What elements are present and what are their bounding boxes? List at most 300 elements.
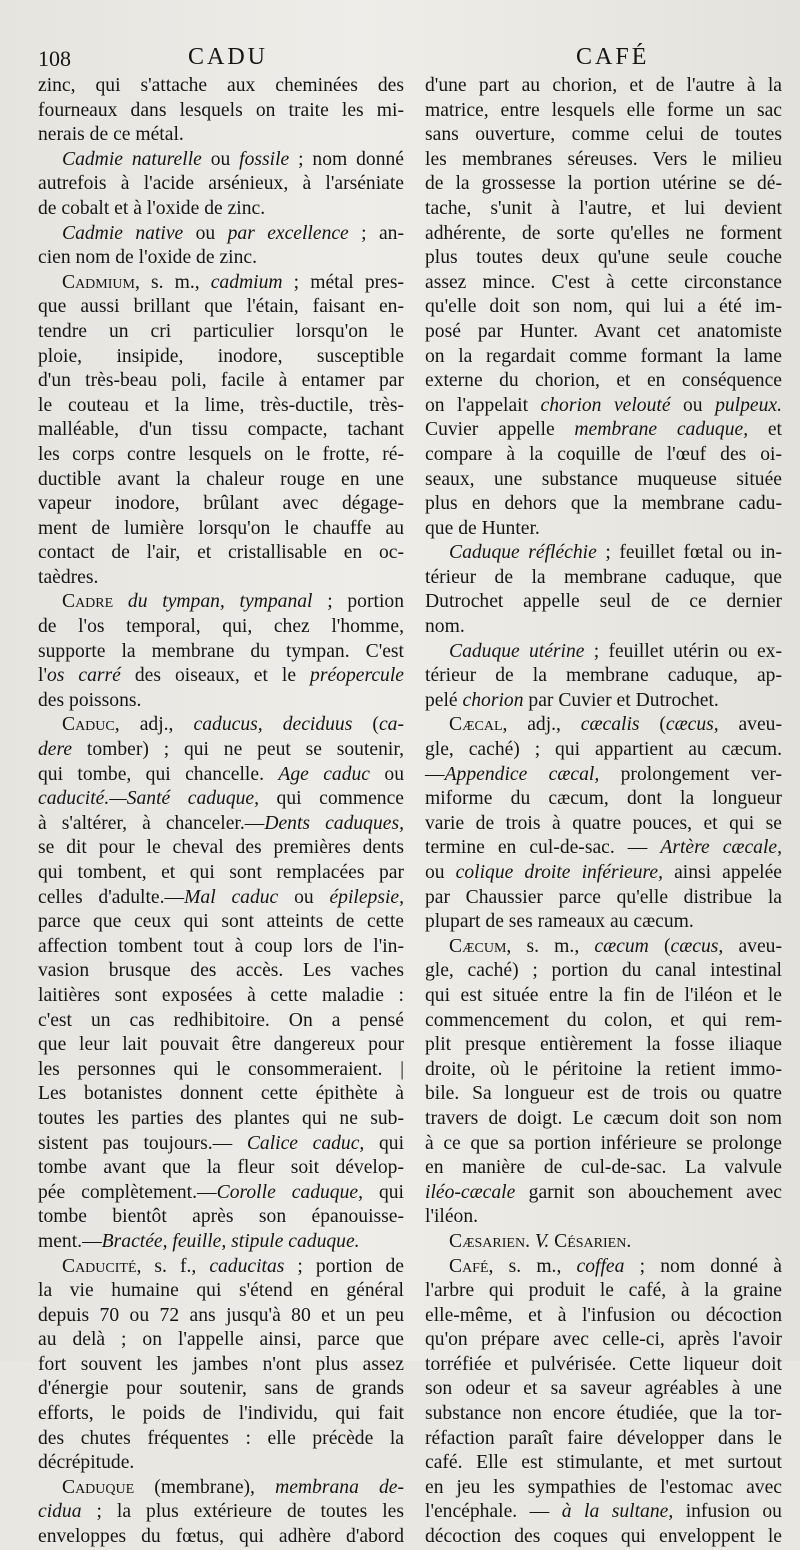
text-line bbox=[38, 1476, 404, 1501]
text-run: . bbox=[525, 1230, 535, 1252]
italic-term: Age caduc bbox=[278, 763, 371, 785]
italic-term: cæcum bbox=[594, 935, 649, 957]
entry-headword: Cadmium bbox=[62, 271, 135, 293]
text-line bbox=[38, 787, 404, 812]
text-line bbox=[38, 812, 404, 837]
text-run: zinc, qui s'attache aux cheminées des bbox=[38, 75, 404, 96]
text-run: sistent pas toujours.— bbox=[38, 1132, 247, 1154]
italic-term: chorion bbox=[462, 689, 524, 711]
text-line bbox=[38, 590, 404, 615]
italic-term: os carré bbox=[46, 665, 121, 687]
italic-term: fossile bbox=[239, 148, 290, 170]
italic-term: Appendice cæcal, bbox=[444, 763, 600, 785]
text-line bbox=[425, 99, 782, 124]
text-run: , s. f., bbox=[136, 1255, 210, 1277]
entry-headword: Césarien bbox=[554, 1230, 627, 1252]
text-line bbox=[425, 271, 782, 296]
running-head-left: CADU bbox=[188, 44, 269, 70]
text-run: en manière de cul-de-sac. La valvule bbox=[425, 1157, 782, 1179]
page-number: 108 bbox=[38, 46, 71, 71]
text-line bbox=[425, 640, 782, 665]
text-line bbox=[38, 1377, 404, 1402]
text-run: , s. m., bbox=[134, 271, 211, 293]
text-line bbox=[38, 320, 404, 345]
text-line bbox=[425, 1082, 782, 1107]
entry-headword: Cadre bbox=[62, 591, 114, 613]
entry-headword: Cæcal bbox=[449, 714, 503, 736]
text-line bbox=[425, 1525, 782, 1550]
text-line bbox=[38, 1304, 404, 1329]
text-line bbox=[38, 517, 404, 542]
italic-term: à la sultane, bbox=[561, 1501, 674, 1523]
text-run: ou bbox=[670, 394, 716, 416]
text-line bbox=[425, 1058, 782, 1083]
text-line bbox=[38, 443, 404, 468]
entry-headword: Caduque bbox=[62, 1476, 135, 1498]
italic-term: Caduque utérine bbox=[449, 640, 585, 662]
text-line bbox=[425, 1500, 782, 1525]
text-run: elle-même, et à l'infusion ou décoction bbox=[425, 1304, 782, 1326]
italic-term: Calice caduc, bbox=[246, 1132, 365, 1154]
text-run: d'un très-beau poli, facile à entamer par bbox=[38, 370, 404, 392]
text-line bbox=[425, 222, 782, 247]
text-line bbox=[425, 1181, 782, 1206]
text-run: la vie humaine qui s'étend en général bbox=[38, 1280, 404, 1302]
text-run: supporte la membrane du tympan. C'est bbox=[38, 640, 404, 662]
italic-term: caducitas bbox=[209, 1255, 285, 1277]
text-line bbox=[38, 1033, 404, 1058]
text-run: térieur de la membrane caduque, ap- bbox=[425, 665, 782, 687]
text-line bbox=[425, 246, 782, 271]
text-line bbox=[425, 74, 782, 99]
italic-term: du tympan, tympanal bbox=[127, 591, 313, 613]
italic-term: Bractée, feuille, stipule caduque. bbox=[101, 1230, 360, 1252]
text-line bbox=[38, 123, 404, 148]
italic-term: Cadmie native bbox=[62, 222, 184, 244]
text-run: plupart de ses rameaux au cæcum. bbox=[425, 911, 694, 933]
text-line bbox=[38, 1402, 404, 1427]
italic-term: caducus, deciduus bbox=[193, 714, 353, 736]
text-line bbox=[38, 713, 404, 738]
text-run: varie de trois à quatre pouces, et qui se bbox=[425, 812, 782, 834]
text-run: gle, caché) ; qui appartient au cæcum. bbox=[425, 739, 782, 761]
text-run: taèdres. bbox=[38, 566, 99, 588]
text-line bbox=[38, 959, 404, 984]
text-line bbox=[38, 763, 404, 788]
text-run: des chutes fréquentes : elle précède la bbox=[38, 1427, 404, 1449]
text-line bbox=[38, 1328, 404, 1353]
text-run: travers de doigt. Le cæcum doit son nom bbox=[425, 1107, 782, 1129]
text-line bbox=[38, 1279, 404, 1304]
text-line bbox=[425, 664, 782, 689]
text-run: qui bbox=[363, 1181, 404, 1203]
text-run: qu'on prépare avec celle-ci, après l'avoir bbox=[425, 1329, 782, 1351]
text-line bbox=[425, 713, 782, 738]
text-line bbox=[38, 664, 404, 689]
text-run: par Cuvier et Dutrochet. bbox=[523, 689, 719, 711]
text-line bbox=[38, 615, 404, 640]
text-line bbox=[38, 1058, 404, 1083]
italic-term: préopercule bbox=[310, 665, 404, 687]
text-line bbox=[38, 1082, 404, 1107]
text-run: ou bbox=[370, 763, 404, 785]
text-run: , adj., bbox=[502, 714, 581, 736]
italic-term: cadmium bbox=[210, 271, 283, 293]
text-line bbox=[425, 148, 782, 173]
text-run: infusion ou bbox=[673, 1501, 782, 1523]
text-run: que aussi brillant que l'étain, faisant en- bbox=[38, 296, 404, 318]
entry-headword: Caducité bbox=[62, 1255, 137, 1277]
text-line bbox=[425, 123, 782, 148]
text-line bbox=[38, 394, 404, 419]
text-line bbox=[425, 1205, 782, 1230]
left-column bbox=[38, 74, 404, 1550]
text-line bbox=[425, 1304, 782, 1329]
text-run: , s. m., bbox=[506, 935, 595, 957]
text-run: plus toutes deux qu'une seule couche bbox=[425, 247, 782, 269]
italic-term: Artère cæcale, bbox=[660, 837, 782, 859]
text-run: miforme du cæcum, dont la longueur bbox=[425, 788, 782, 810]
text-run: ; la plus extérieure de toutes les bbox=[81, 1501, 404, 1523]
entry-headword: Cæcum bbox=[449, 935, 507, 957]
entry-headword: Caduc bbox=[62, 714, 115, 736]
text-run: nom. bbox=[425, 616, 465, 638]
text-run: cien nom de l'oxide de zinc. bbox=[38, 247, 257, 269]
text-run: termine en cul-de-sac. — bbox=[425, 837, 661, 859]
text-run bbox=[113, 591, 128, 612]
text-run: ; an- bbox=[348, 222, 404, 244]
text-run: ( bbox=[648, 935, 671, 957]
text-line bbox=[425, 443, 782, 468]
text-run: compare à la coquille de l'œuf des oi- bbox=[425, 443, 782, 465]
text-run: aveu- bbox=[723, 935, 782, 957]
text-line bbox=[425, 320, 782, 345]
text-run: parce que ceux qui sont atteints de cette bbox=[38, 911, 404, 933]
text-run: décrépitude. bbox=[38, 1452, 135, 1474]
text-line bbox=[425, 935, 782, 960]
text-line bbox=[38, 345, 404, 370]
text-line bbox=[38, 148, 404, 173]
text-line bbox=[38, 886, 404, 911]
text-run: tendre un cri particulier lorsqu'on le bbox=[38, 320, 404, 342]
text-run: d'une part au chorion, et de l'autre à la bbox=[425, 75, 782, 96]
text-run: matrice, entre lesquels elle forme un sac bbox=[425, 99, 782, 121]
text-run: réfaction paraît faire développer dans le bbox=[425, 1427, 782, 1449]
text-run: qui commence bbox=[259, 788, 404, 810]
text-run: celles d'adulte.— bbox=[38, 886, 185, 908]
text-line bbox=[38, 1132, 404, 1157]
text-line bbox=[38, 1009, 404, 1034]
text-run: fourneaux dans lesquels on traite les mi- bbox=[38, 99, 404, 121]
entry-headword: Café bbox=[449, 1255, 489, 1277]
italic-term: Dents caduques, bbox=[264, 812, 405, 834]
text-run: sans ouverture, comme celui de toutes bbox=[425, 124, 782, 146]
text-run: en jeu les sympathies de l'estomac avec bbox=[425, 1476, 782, 1498]
text-line bbox=[425, 812, 782, 837]
text-line bbox=[38, 1205, 404, 1230]
page-header bbox=[38, 44, 784, 74]
text-line bbox=[38, 1107, 404, 1132]
italic-term: épilepsie, bbox=[329, 886, 405, 908]
text-run: de l'os temporal, qui, chez l'homme, bbox=[38, 616, 404, 638]
italic-term: membrana de- bbox=[275, 1476, 405, 1498]
text-run: bile. Sa longueur est de trois ou quatre bbox=[425, 1083, 782, 1105]
text-line bbox=[425, 1156, 782, 1181]
text-run: garnit son abouchement avec bbox=[515, 1181, 782, 1203]
text-line bbox=[38, 1427, 404, 1452]
italic-term: iléo-cæcale bbox=[425, 1181, 516, 1203]
text-run: de la grossesse la portion utérine se dé- bbox=[425, 173, 782, 195]
text-line bbox=[425, 1132, 782, 1157]
italic-term: Corolle caduque, bbox=[216, 1181, 363, 1203]
text-line bbox=[425, 468, 782, 493]
text-run: c'est un cas redhibitoire. On a pensé bbox=[38, 1009, 404, 1031]
text-line bbox=[425, 984, 782, 1009]
text-line bbox=[425, 1279, 782, 1304]
text-line bbox=[425, 1402, 782, 1427]
text-line bbox=[425, 492, 782, 517]
text-run: ou bbox=[183, 222, 228, 244]
text-line bbox=[38, 1451, 404, 1476]
text-run: ; nom donné bbox=[289, 148, 405, 170]
text-line bbox=[38, 99, 404, 124]
right-column bbox=[425, 74, 782, 1550]
text-run: le couteau et la lime, très-ductile, très- bbox=[38, 394, 404, 416]
text-line bbox=[425, 369, 782, 394]
text-line bbox=[38, 1230, 404, 1255]
text-line bbox=[425, 910, 782, 935]
text-line bbox=[38, 1156, 404, 1181]
text-run: ( bbox=[639, 714, 666, 736]
text-line bbox=[38, 1181, 404, 1206]
text-run: Les botanistes donnent cette épithète à bbox=[38, 1083, 404, 1105]
text-run: ment.— bbox=[38, 1230, 102, 1252]
text-line bbox=[425, 1033, 782, 1058]
italic-term: Cadmie naturelle bbox=[62, 148, 202, 170]
text-run: laitières sont exposées à cette maladie : bbox=[38, 984, 404, 1006]
italic-term: pulpeux. bbox=[715, 394, 782, 416]
text-line bbox=[425, 517, 782, 542]
text-line bbox=[38, 1500, 404, 1525]
text-line bbox=[425, 1476, 782, 1501]
text-run: tache, s'unit à l'autre, et lui devient bbox=[425, 197, 782, 219]
text-line bbox=[38, 1525, 404, 1550]
text-run: tomber) ; qui ne peut se soutenir, bbox=[72, 739, 404, 761]
text-run: fort souvent les jambes n'ont plus assez bbox=[38, 1353, 404, 1375]
text-line bbox=[425, 1230, 782, 1255]
text-line bbox=[38, 222, 404, 247]
text-run: efforts, le poids de l'individu, qui fait bbox=[38, 1403, 404, 1425]
text-line bbox=[425, 1353, 782, 1378]
text-run: tombe bientôt après son épanouisse- bbox=[38, 1206, 404, 1228]
text-run: contact de l'air, et cristallisable en oc- bbox=[38, 542, 404, 564]
text-run: térieur de la membrane caduque, que bbox=[425, 566, 782, 588]
text-line bbox=[38, 74, 404, 99]
text-line bbox=[425, 566, 782, 591]
text-line bbox=[38, 418, 404, 443]
text-line bbox=[38, 369, 404, 394]
text-run: l'encéphale. — bbox=[425, 1501, 562, 1523]
text-run: commencement du colon, et qui rem- bbox=[425, 1009, 782, 1031]
text-line bbox=[425, 689, 782, 714]
text-run: des oiseaux, et le bbox=[120, 665, 311, 687]
text-line bbox=[425, 787, 782, 812]
running-head-right: CAFÉ bbox=[576, 44, 650, 70]
text-run: tombe avant que la fleur soit dévelop- bbox=[38, 1157, 404, 1179]
text-line bbox=[425, 1451, 782, 1476]
italic-term: Caduque réfléchie bbox=[449, 542, 597, 564]
text-line bbox=[425, 1427, 782, 1452]
text-run: d'énergie pour soutenir, sans de grands bbox=[38, 1378, 404, 1400]
text-run: Dutrochet appelle seul de ce dernier bbox=[425, 591, 782, 613]
text-run: posé par Hunter. Avant cet anatomiste bbox=[425, 320, 782, 342]
text-run: pelé bbox=[425, 689, 463, 711]
text-run: café. Elle est stimulante, et met surtout bbox=[425, 1452, 782, 1474]
text-run: son odeur et sa saveur agréables à une bbox=[425, 1378, 782, 1400]
text-run: on la regardait comme formant la lame bbox=[425, 345, 782, 367]
text-run: ; feuillet fœtal ou in- bbox=[596, 542, 782, 564]
text-run: des poissons. bbox=[38, 689, 142, 711]
text-line bbox=[425, 886, 782, 911]
text-line bbox=[425, 295, 782, 320]
italic-term: Mal caduc bbox=[184, 886, 279, 908]
text-run: l'arbre qui produit le café, à la graine bbox=[425, 1280, 782, 1302]
text-run: toutes les parties des plantes qui ne sub- bbox=[38, 1107, 404, 1129]
text-line bbox=[425, 738, 782, 763]
text-run: — bbox=[425, 763, 445, 785]
text-run: les corps contre lesquels on le frotte, ré- bbox=[38, 443, 404, 465]
text-run: vasion brusque des accès. Les vaches bbox=[38, 960, 404, 982]
text-run: à ce que sa portion inférieure se prolonge bbox=[425, 1132, 782, 1154]
italic-term: par excellence bbox=[227, 222, 349, 244]
text-line bbox=[38, 935, 404, 960]
text-run: que leur lait pouvait être dangereux pour bbox=[38, 1034, 404, 1056]
italic-term: V. bbox=[534, 1230, 550, 1252]
text-line bbox=[38, 689, 404, 714]
text-line bbox=[425, 1377, 782, 1402]
italic-term: chorion velouté bbox=[540, 394, 671, 416]
text-line bbox=[38, 197, 404, 222]
italic-term: cæcus, bbox=[670, 935, 724, 957]
text-line bbox=[425, 541, 782, 566]
text-run: ploie, insipide, inodore, susceptible bbox=[38, 345, 404, 367]
text-run: qui est située entre la fin de l'iléon et le bbox=[425, 984, 782, 1006]
italic-term: coffea bbox=[576, 1255, 625, 1277]
text-run: torréfiée et pulvérisée. Cette liqueur doit bbox=[425, 1353, 782, 1375]
entry-headword: Cæsarien bbox=[449, 1230, 526, 1252]
text-line bbox=[38, 246, 404, 271]
text-run: assez mince. C'est à cette circonstance bbox=[425, 271, 782, 293]
text-run: gle, caché) ; portion du canal intestinal bbox=[425, 960, 782, 982]
text-run: qui tombe, qui chancelle. bbox=[38, 763, 279, 785]
text-line bbox=[425, 197, 782, 222]
text-run: affection tombent tout à coup lors de l'in- bbox=[38, 935, 404, 957]
text-line bbox=[38, 172, 404, 197]
text-line bbox=[38, 738, 404, 763]
text-run: plit presque entièrement la fosse iliaque bbox=[425, 1034, 782, 1056]
text-run: ; portion de bbox=[284, 1255, 404, 1277]
text-run: substance non encore étudiée, que la tor- bbox=[425, 1403, 782, 1425]
text-line bbox=[425, 345, 782, 370]
text-run: depuis 70 ou 72 ans jusqu'à 80 et un peu bbox=[38, 1304, 404, 1326]
text-line bbox=[38, 541, 404, 566]
text-run: ment de lumière lorsqu'on le chauffe au bbox=[38, 517, 404, 539]
text-run: adhérente, de sorte qu'elles ne forment bbox=[425, 222, 782, 244]
italic-term: cæcalis bbox=[580, 714, 640, 736]
italic-term: ca- bbox=[378, 714, 404, 736]
text-line bbox=[425, 1328, 782, 1353]
text-line bbox=[38, 640, 404, 665]
text-run: on l'appelait bbox=[425, 394, 541, 416]
text-line bbox=[425, 836, 782, 861]
text-run: qui tombent, et qui sont remplacées par bbox=[38, 862, 404, 883]
text-run: plus en dehors que la membrane cadu- bbox=[425, 493, 782, 515]
text-line bbox=[38, 295, 404, 320]
text-run: Cuvier appelle bbox=[425, 419, 575, 441]
text-run: prolongement ver- bbox=[599, 763, 782, 785]
text-line bbox=[38, 468, 404, 493]
text-line bbox=[425, 418, 782, 443]
text-line bbox=[425, 1107, 782, 1132]
text-run: par Chaussier parce qu'elle distribue la bbox=[425, 886, 782, 908]
text-run: ou bbox=[278, 886, 330, 908]
text-run: à s'altérer, à chanceler.— bbox=[38, 812, 265, 834]
text-run: enveloppes du fœtus, qui adhère d'abord bbox=[38, 1526, 404, 1548]
text-line bbox=[425, 763, 782, 788]
text-run: ; nom donné à bbox=[624, 1255, 783, 1277]
text-run: ( bbox=[352, 714, 379, 736]
text-run: qui bbox=[364, 1132, 405, 1154]
text-line bbox=[425, 959, 782, 984]
text-run: droite, où le péritoine la retient immo- bbox=[425, 1058, 782, 1080]
text-line bbox=[38, 566, 404, 591]
text-run: l' bbox=[38, 665, 47, 687]
text-run: malléable, d'un tissu compacte, tachant bbox=[38, 419, 404, 441]
text-line bbox=[425, 1255, 782, 1280]
text-run: l'iléon. bbox=[425, 1206, 479, 1228]
text-line bbox=[425, 1009, 782, 1034]
text-run: pée complètement.— bbox=[38, 1181, 217, 1203]
text-line bbox=[38, 984, 404, 1009]
italic-term: cidua bbox=[38, 1501, 82, 1523]
text-line bbox=[38, 861, 404, 886]
text-line bbox=[38, 271, 404, 296]
text-run: ainsi appelée bbox=[663, 862, 782, 883]
text-run: ; métal pres- bbox=[282, 271, 404, 293]
text-line bbox=[38, 492, 404, 517]
text-run: (membrane), bbox=[134, 1476, 276, 1498]
text-run: les membranes séreuses. Vers le milieu bbox=[425, 148, 782, 170]
text-run: externe du chorion, et en conséquence bbox=[425, 370, 782, 392]
text-run: ductible avant la chaleur rouge en une bbox=[38, 468, 404, 490]
text-run: aveu- bbox=[718, 714, 782, 736]
italic-term: membrane caduque, bbox=[574, 419, 749, 441]
text-run: seaux, une substance muqueuse située bbox=[425, 468, 782, 490]
text-run: décoction des coques qui enveloppent le bbox=[425, 1526, 782, 1548]
text-run: ou bbox=[425, 862, 456, 883]
text-line bbox=[38, 836, 404, 861]
text-run: ; feuillet utérin ou ex- bbox=[584, 640, 782, 662]
italic-term: colique droite inférieure, bbox=[455, 862, 664, 883]
italic-term: cæcus, bbox=[665, 714, 719, 736]
italic-term: dere bbox=[38, 739, 73, 761]
text-run: de cobalt et à l'oxide de zinc. bbox=[38, 197, 266, 219]
text-line bbox=[425, 394, 782, 419]
text-line bbox=[425, 590, 782, 615]
text-run: ; portion bbox=[312, 591, 404, 613]
italic-term: caducité.—Santé caduque, bbox=[38, 788, 260, 810]
text-run: ou bbox=[201, 148, 240, 170]
